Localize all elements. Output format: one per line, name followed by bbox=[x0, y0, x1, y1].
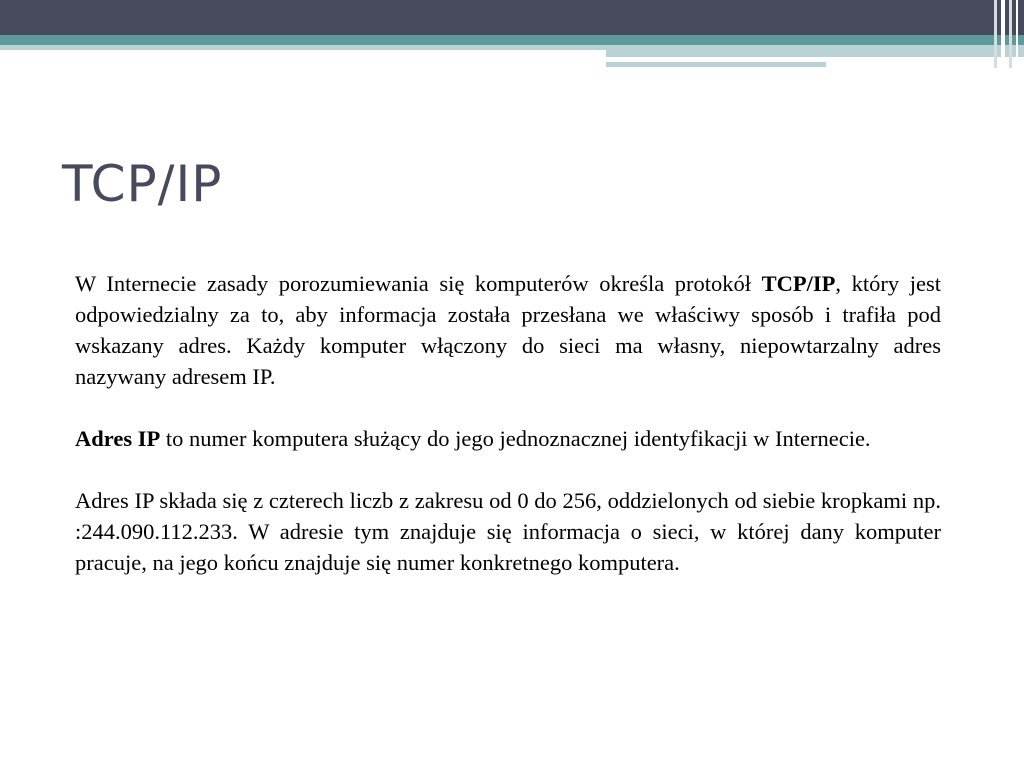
term-tcp-ip: TCP/IP bbox=[761, 271, 836, 296]
header-divider-line bbox=[606, 57, 948, 60]
header-teal-band bbox=[0, 35, 1024, 45]
paragraph-protocol-intro: W Internecie zasady porozumiewania się komputerów określa protokół bbox=[75, 271, 762, 296]
corner-stripe bbox=[1016, 0, 1018, 68]
slide-title: TCP/IP bbox=[62, 155, 223, 213]
header-light-band-right bbox=[606, 45, 1024, 57]
paragraph-protocol-rest: , który jest odpowiedzialny za to, aby informacja została przesłana we właściwy sposób i trafiła pod wskazany adres. Każdy komputer włączony do sieci ma własny, niepowtarzalny adres nazywany adresem IP. bbox=[75, 271, 941, 389]
term-adres-ip: Adres IP bbox=[75, 426, 161, 451]
header-light-band-left bbox=[0, 45, 606, 50]
paragraph-protocol bbox=[75, 268, 941, 392]
corner-stripes bbox=[990, 0, 1024, 68]
header-accent-line bbox=[606, 62, 826, 67]
corner-stripe bbox=[994, 0, 997, 68]
paragraph-ip-address-definition bbox=[75, 423, 941, 454]
header-dark-band bbox=[0, 0, 1024, 35]
corner-stripe bbox=[1001, 0, 1005, 68]
slide-body bbox=[75, 268, 941, 578]
paragraph-ip-address-text: to numer komputera służący do jego jednoznacznej identyfikacji w Internecie. bbox=[160, 426, 871, 451]
paragraph-ip-structure: Adres IP składa się z czterech liczb z zakresu od 0 do 256, oddzielonych od siebie kropkami np. :244.090.112.233. W adresie tym znajduje się informacja o sieci, w której dany komputer pracuje, na jego końcu znajduje się numer konkretnego komputera. bbox=[75, 488, 941, 575]
corner-stripe bbox=[1009, 0, 1012, 68]
